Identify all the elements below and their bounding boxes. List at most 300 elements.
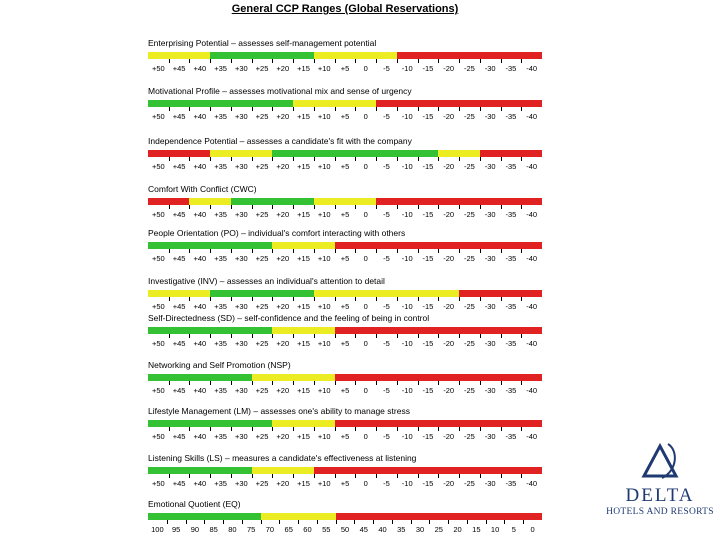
tick-mark (459, 334, 460, 338)
tick-mark (438, 249, 439, 253)
tick-mark (167, 520, 168, 524)
tick-label: -25 (463, 162, 475, 171)
tick-label: -35 (505, 386, 517, 395)
scale-row (148, 228, 542, 268)
tick-mark (501, 474, 502, 478)
logo-subtitle: HOTELS AND RESORTS (606, 507, 714, 517)
tick-label: 60 (303, 525, 312, 534)
tick-label: -35 (505, 162, 517, 171)
tick-mark (210, 59, 211, 63)
tick-label: +40 (193, 432, 207, 441)
range-segment-red (314, 467, 542, 474)
tick-label: -15 (422, 210, 434, 219)
range-segment-green (210, 52, 314, 59)
tick-label: -5 (383, 112, 390, 121)
range-segment-yellow (210, 150, 272, 157)
scale-label: Self-Directedness (SD) – self-confidence and the feeling of being in control (148, 313, 430, 323)
tick-label: +15 (297, 210, 310, 219)
tick-label: +35 (214, 64, 227, 73)
tick-label: -15 (422, 479, 434, 488)
tick-mark (252, 474, 253, 478)
tick-mark (418, 59, 419, 63)
tick-mark (376, 297, 377, 301)
tick-label: +45 (172, 479, 186, 488)
tick-label: +25 (255, 386, 269, 395)
range-segment-yellow (314, 290, 459, 297)
tick-label: +5 (340, 432, 350, 441)
tick-mark (438, 59, 439, 63)
tick-label: +30 (234, 479, 248, 488)
range-segment-yellow (438, 150, 479, 157)
tick-mark (501, 249, 502, 253)
tick-label: 40 (378, 525, 387, 534)
tick-label: +50 (151, 254, 165, 263)
tick-label: +15 (297, 112, 310, 121)
range-segment-yellow (252, 374, 335, 381)
tick-label: +45 (172, 339, 186, 348)
tick-mark (261, 520, 262, 524)
tick-mark (438, 107, 439, 111)
tick-mark (397, 334, 398, 338)
tick-mark (335, 249, 336, 253)
tick-mark (501, 59, 502, 63)
tick-mark (252, 334, 253, 338)
range-segment-yellow (189, 198, 230, 205)
tick-mark (189, 334, 190, 338)
tick-label: +15 (297, 302, 310, 311)
range-segment-green (148, 374, 252, 381)
tick-label: +5 (340, 210, 350, 219)
tick-mark (376, 205, 377, 209)
tick-label: +50 (151, 386, 165, 395)
tick-mark (438, 474, 439, 478)
scale-label: Independence Potential – assesses a candidate's fit with the company (148, 136, 412, 146)
tick-mark (189, 297, 190, 301)
range-bar (148, 198, 542, 205)
tick-label: 0 (363, 302, 368, 311)
tick-mark (355, 427, 356, 431)
tick-mark (501, 427, 502, 431)
range-segment-yellow (272, 242, 334, 249)
tick-label: -30 (484, 339, 496, 348)
scale-row (148, 184, 542, 224)
tick-label: -20 (443, 432, 455, 441)
tick-mark (210, 334, 211, 338)
tick-mark (293, 474, 294, 478)
tick-label: -25 (463, 112, 475, 121)
tick-label: +5 (340, 254, 350, 263)
tick-label: -40 (526, 302, 538, 311)
tick-label: -35 (505, 479, 517, 488)
tick-label: -10 (401, 162, 413, 171)
range-bar (148, 242, 542, 249)
tick-label: 35 (397, 525, 406, 534)
tick-label: +25 (255, 64, 269, 73)
tick-mark (231, 427, 232, 431)
tick-label: +25 (255, 302, 269, 311)
tick-label: -10 (401, 386, 413, 395)
tick-label: +25 (255, 432, 269, 441)
tick-mark (376, 334, 377, 338)
tick-label: 85 (209, 525, 218, 534)
tick-mark (418, 297, 419, 301)
scale-row (148, 453, 542, 493)
tick-mark (397, 59, 398, 63)
tick-mark (314, 157, 315, 161)
tick-label: +25 (255, 210, 269, 219)
tick-label: +35 (214, 479, 227, 488)
tick-label: -30 (484, 254, 496, 263)
tick-label: -35 (505, 210, 517, 219)
tick-mark (355, 381, 356, 385)
range-segment-green (148, 513, 261, 520)
tick-label: +15 (297, 254, 310, 263)
tick-label: -40 (526, 479, 538, 488)
scale-label: Motivational Profile – assesses motivational mix and sense of urgency (148, 86, 412, 96)
tick-mark (501, 297, 502, 301)
range-bar (148, 100, 542, 107)
tick-mark (418, 334, 419, 338)
tick-mark (252, 249, 253, 253)
tick-label: -30 (484, 479, 496, 488)
tick-labels (148, 386, 542, 396)
scale-row (148, 136, 542, 176)
tick-mark (355, 474, 356, 478)
tick-label: -20 (443, 112, 455, 121)
tick-label: -15 (422, 162, 434, 171)
tick-mark (169, 107, 170, 111)
range-bar (148, 467, 542, 474)
tick-label: +45 (172, 210, 186, 219)
tick-label: +20 (276, 339, 290, 348)
tick-mark (418, 249, 419, 253)
tick-mark (376, 474, 377, 478)
tick-label: -10 (401, 339, 413, 348)
tick-mark (314, 59, 315, 63)
range-segment-red (335, 242, 542, 249)
tick-mark (480, 205, 481, 209)
tick-label: +40 (193, 162, 207, 171)
tick-mark (210, 381, 211, 385)
tick-mark (501, 157, 502, 161)
tick-mark (335, 297, 336, 301)
tick-mark (272, 205, 273, 209)
scale-label: Lifestyle Management (LM) – assesses one's ability to manage stress (148, 406, 410, 416)
tick-labels (148, 432, 542, 442)
tick-label: 45 (359, 525, 368, 534)
tick-mark (501, 381, 502, 385)
tick-label: +45 (172, 162, 186, 171)
tick-label: -40 (526, 210, 538, 219)
scale-row (148, 86, 542, 126)
tick-label: -25 (463, 302, 475, 311)
tick-label: 10 (490, 525, 500, 534)
tick-mark (521, 157, 522, 161)
tick-label: +20 (276, 302, 290, 311)
tick-mark (272, 157, 273, 161)
delta-logo (604, 440, 716, 518)
tick-mark (521, 59, 522, 63)
tick-mark (429, 520, 430, 524)
tick-mark (397, 381, 398, 385)
range-segment-yellow (148, 52, 210, 59)
tick-mark (231, 381, 232, 385)
tick-label: +35 (214, 302, 227, 311)
tick-labels (148, 210, 542, 220)
tick-labels (148, 254, 542, 264)
tick-mark (438, 157, 439, 161)
tick-label: +40 (193, 386, 207, 395)
tick-mark (397, 157, 398, 161)
tick-label: -40 (526, 162, 538, 171)
tick-label: 0 (363, 112, 368, 121)
tick-mark (204, 520, 205, 524)
tick-label: 0 (363, 479, 368, 488)
tick-label: +20 (276, 386, 290, 395)
tick-label: +10 (317, 479, 331, 488)
tick-label: +50 (151, 479, 165, 488)
tick-label: +10 (317, 64, 331, 73)
tick-mark (504, 520, 505, 524)
tick-label: -20 (443, 386, 455, 395)
tick-mark (189, 157, 190, 161)
tick-label: 70 (265, 525, 275, 534)
range-segment-red (336, 513, 542, 520)
tick-mark (521, 107, 522, 111)
tick-labels (148, 302, 542, 312)
tick-label: 65 (284, 525, 293, 534)
tick-label: 95 (171, 525, 181, 534)
tick-label: -25 (463, 339, 475, 348)
tick-mark (354, 520, 355, 524)
tick-label: -25 (463, 64, 475, 73)
tick-mark (189, 59, 190, 63)
range-segment-red (335, 420, 542, 427)
tick-mark (231, 334, 232, 338)
tick-mark (459, 297, 460, 301)
tick-label: +45 (172, 386, 186, 395)
range-segment-red (480, 150, 542, 157)
tick-mark (272, 427, 273, 431)
tick-mark (355, 59, 356, 63)
tick-label: +40 (193, 339, 207, 348)
tick-label: +40 (193, 254, 207, 263)
tick-mark (355, 249, 356, 253)
tick-mark (521, 205, 522, 209)
tick-mark (210, 297, 211, 301)
tick-mark (293, 249, 294, 253)
tick-mark (373, 520, 374, 524)
range-segment-yellow (261, 513, 336, 520)
range-segment-red (376, 100, 542, 107)
tick-mark (252, 381, 253, 385)
tick-mark (480, 59, 481, 63)
tick-label: +10 (317, 162, 331, 171)
tick-label: -20 (443, 479, 455, 488)
range-segment-red (397, 52, 542, 59)
tick-mark (210, 157, 211, 161)
tick-label: +10 (317, 112, 331, 121)
tick-mark (314, 249, 315, 253)
tick-mark (501, 334, 502, 338)
tick-label: +15 (297, 64, 310, 73)
tick-mark (210, 205, 211, 209)
tick-label: -30 (484, 112, 496, 121)
tick-label: -15 (422, 339, 434, 348)
tick-mark (376, 427, 377, 431)
tick-mark (438, 427, 439, 431)
scale-label: Investigative (INV) – assesses an individual's attention to detail (148, 276, 385, 286)
tick-label: +25 (255, 339, 269, 348)
tick-label: -5 (383, 339, 390, 348)
tick-mark (335, 427, 336, 431)
tick-label: -15 (422, 386, 434, 395)
tick-label: 75 (247, 525, 256, 534)
tick-label: -5 (383, 64, 390, 73)
tick-mark (397, 427, 398, 431)
tick-label: -35 (505, 302, 517, 311)
tick-label: +35 (214, 339, 227, 348)
tick-mark (252, 107, 253, 111)
tick-labels (148, 112, 542, 122)
tick-label: +20 (276, 432, 290, 441)
tick-label: -30 (484, 432, 496, 441)
tick-labels (148, 162, 542, 172)
range-segment-yellow (272, 327, 334, 334)
tick-label: +5 (340, 64, 350, 73)
tick-mark (397, 107, 398, 111)
range-segment-red (376, 198, 542, 205)
tick-mark (418, 474, 419, 478)
tick-mark (459, 59, 460, 63)
tick-label: -35 (505, 112, 517, 121)
tick-mark (376, 107, 377, 111)
scale-label: Enterprising Potential – assesses self-management potential (148, 38, 377, 48)
tick-mark (169, 297, 170, 301)
tick-mark (438, 381, 439, 385)
tick-mark (272, 107, 273, 111)
tick-mark (272, 474, 273, 478)
tick-label: 55 (322, 525, 331, 534)
page-title: General CCP Ranges (Global Reservations) (231, 3, 459, 15)
tick-label: +40 (193, 210, 207, 219)
tick-mark (480, 427, 481, 431)
tick-label: -30 (484, 210, 496, 219)
tick-label: 0 (363, 162, 368, 171)
tick-label: +35 (214, 386, 227, 395)
tick-mark (210, 474, 211, 478)
tick-mark (523, 520, 524, 524)
scale-row (148, 360, 542, 400)
tick-mark (210, 427, 211, 431)
tick-label: -30 (484, 64, 496, 73)
tick-label: +50 (151, 302, 165, 311)
tick-mark (231, 297, 232, 301)
tick-label: +5 (340, 112, 350, 121)
tick-label: +40 (193, 64, 207, 73)
tick-mark (169, 157, 170, 161)
tick-label: +30 (234, 302, 248, 311)
tick-label: +45 (172, 64, 186, 73)
tick-mark (169, 205, 170, 209)
tick-label: +25 (255, 112, 269, 121)
tick-mark (293, 334, 294, 338)
tick-mark (459, 107, 460, 111)
tick-mark (293, 59, 294, 63)
tick-label: -5 (383, 210, 390, 219)
tick-label: +40 (193, 112, 207, 121)
tick-mark (169, 381, 170, 385)
range-segment-green (148, 100, 293, 107)
tick-label: +10 (317, 254, 331, 263)
tick-mark (521, 334, 522, 338)
tick-mark (397, 205, 398, 209)
tick-mark (521, 474, 522, 478)
scale-label: Listening Skills (LS) – measures a candidate's effectiveness at listening (148, 453, 417, 463)
tick-label: -35 (505, 432, 517, 441)
tick-mark (459, 427, 460, 431)
tick-mark (314, 107, 315, 111)
tick-label: +20 (276, 479, 290, 488)
tick-mark (231, 59, 232, 63)
tick-mark (169, 59, 170, 63)
tick-mark (223, 520, 224, 524)
tick-mark (272, 334, 273, 338)
tick-mark (231, 157, 232, 161)
tick-label: -15 (422, 112, 434, 121)
tick-mark (418, 381, 419, 385)
range-bar (148, 327, 542, 334)
tick-label: -25 (463, 386, 475, 395)
tick-mark (252, 427, 253, 431)
tick-label: -30 (484, 162, 496, 171)
tick-label: -40 (526, 112, 538, 121)
tick-mark (314, 381, 315, 385)
tick-label: 25 (434, 525, 443, 534)
tick-label: +35 (214, 112, 227, 121)
scale-row (148, 406, 542, 446)
tick-mark (231, 205, 232, 209)
tick-mark (169, 249, 170, 253)
logo-wordmark: DELTA (625, 485, 695, 506)
delta-emblem-icon (638, 440, 682, 482)
tick-label: +20 (276, 210, 290, 219)
tick-mark (189, 381, 190, 385)
tick-mark (355, 107, 356, 111)
tick-mark (418, 427, 419, 431)
tick-label: +35 (214, 432, 227, 441)
tick-label: +10 (317, 339, 331, 348)
tick-label: +30 (234, 64, 248, 73)
tick-mark (480, 381, 481, 385)
tick-label: +10 (317, 386, 331, 395)
tick-mark (272, 297, 273, 301)
tick-mark (355, 334, 356, 338)
tick-mark (293, 157, 294, 161)
tick-label: 0 (363, 210, 368, 219)
tick-mark (486, 520, 487, 524)
tick-label: 100 (151, 525, 164, 534)
range-segment-red (148, 198, 189, 205)
tick-label: 0 (363, 432, 368, 441)
tick-label: 50 (340, 525, 350, 534)
tick-mark (411, 520, 412, 524)
range-bar (148, 420, 542, 427)
tick-mark (355, 297, 356, 301)
tick-label: +5 (340, 302, 350, 311)
tick-mark (231, 107, 232, 111)
tick-label: -20 (443, 210, 455, 219)
